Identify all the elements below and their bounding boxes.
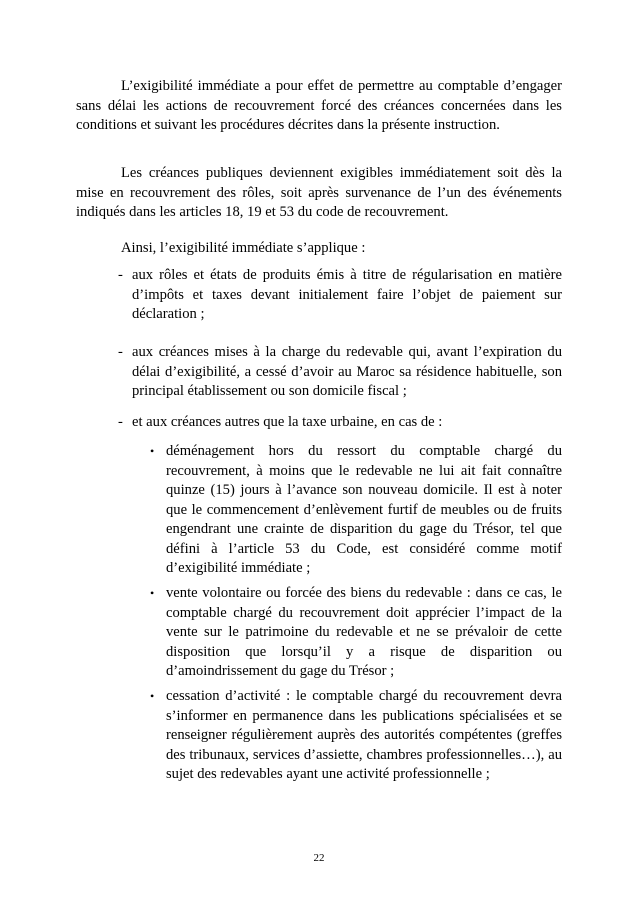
dash-marker: - — [118, 344, 123, 360]
list-item-text: aux créances mises à la charge du redevable qui, avant l’expiration du délai d’exigibilité, a cessé d’avoir au Maroc sa résidence habituelle, son principal établissement ou son domicile fiscal ; — [132, 344, 562, 399]
list-item-roles-etats — [118, 266, 562, 325]
paragraph-ainsi: Ainsi, l’exigibilité immédiate s’applique : — [121, 240, 366, 256]
bullet-item-vente — [150, 584, 562, 682]
page-number: 22 — [313, 852, 325, 864]
bullet-icon: • — [150, 689, 155, 703]
dash-marker: - — [118, 267, 123, 283]
bullet-item-cessation — [150, 687, 562, 785]
bullet-icon: • — [150, 444, 155, 458]
list-item-creances-charge — [118, 343, 562, 402]
paragraph-exigibilite-effet: L’exigibilité immédiate a pour effet de permettre au comptable d’engager sans délai les actions de recouvrement forcé des créances concernées dans les conditions et suivant les procédures décrites dans la présente instruction. — [76, 78, 562, 133]
bullet-icon: • — [150, 586, 155, 600]
dash-marker: - — [118, 414, 123, 430]
bullet-item-text: déménagement hors du ressort du comptable chargé du recouvrement, à moins que le redevable ne lui ait fait connaître quinze (15) jours à l’avance son nouveau domicile. Il est à noter que le commencement d’enlèvement furtif de meubles ou de fruits engendrant une crainte de disparition du gage du Trésor, tel que défini à l’article 53 du Code, est considéré comme motif d’exigibilité immédiate ; — [166, 443, 562, 576]
list-item-autres-creances — [118, 413, 562, 433]
bullet-item-text: vente volontaire ou forcée des biens du redevable : dans ce cas, le comptable chargé du recouvrement doit apprécier l’impact de la vente sur le patrimoine du redevable et ne se prévaloir de cette disposition que lorsqu’il y a risque de disparition ou d’amoindrissement du gage du Trésor ; — [166, 585, 562, 679]
list-item-text: aux rôles et états de produits émis à titre de régularisation en matière d’impôts et taxes devant initialement faire l’objet de paiement sur déclaration ; — [132, 267, 562, 322]
bullet-item-text: cessation d’activité : le comptable chargé du recouvrement devra s’informer en permanence dans les publications spécialisées et se renseigner régulièrement auprès des autorités compétentes (greffes des tribunaux, services d’assiette, chambres professionnelles…), au sujet des redevables ayant une activité professionnelle ; — [166, 688, 562, 782]
paragraph-creances-publiques: Les créances publiques deviennent exigibles immédiatement soit dès la mise en recouvrement des rôles, soit après survenance de l’un des événements indiqués dans les articles 18, 19 et 53 du code de recouvrement. — [76, 165, 562, 220]
list-item-text: et aux créances autres que la taxe urbaine, en cas de : — [132, 414, 443, 430]
bullet-item-demenagement — [150, 442, 562, 579]
